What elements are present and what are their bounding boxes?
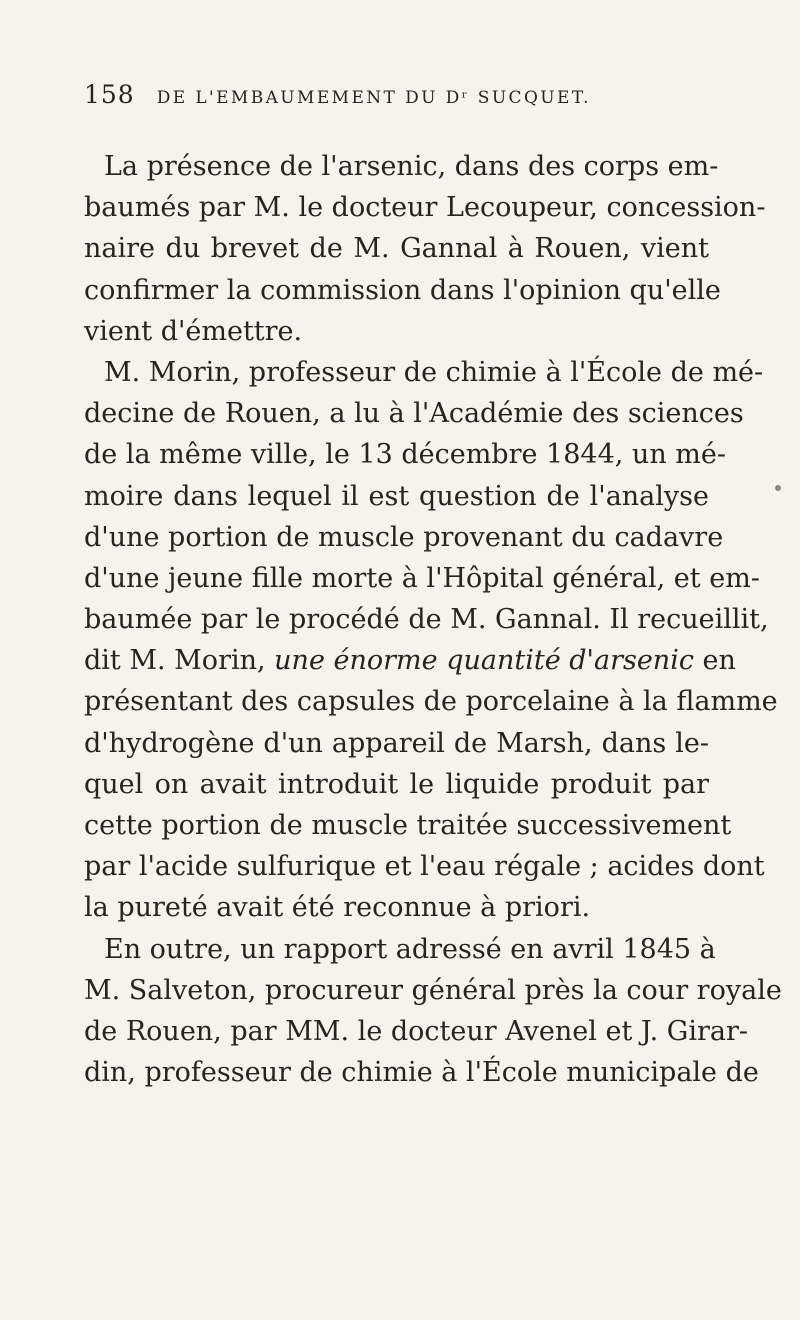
running-title: DE L'EMBAUMEMENT DU Dʳ SUCQUET. [156, 88, 591, 108]
text-line: d'une jeune fille morte à l'Hôpital général, et em- [84, 562, 760, 594]
body-text [84, 146, 782, 1093]
text-line: par l'acide sulfurique et l'eau régale ; acides dont [84, 851, 765, 883]
text-line: de Rouen, par MM. le docteur Avenel et J. Girar- [84, 1015, 749, 1047]
text-line: baumée par le procédé de M. Gannal. Il recueillit, [84, 604, 769, 636]
text-line: din, professeur de chimie à l'École municipale de [84, 1057, 759, 1089]
running-head [84, 80, 744, 109]
text-line: La présence de l'arsenic, dans des corps em- [104, 151, 719, 182]
text-line: cette portion de muscle traitée successivement [84, 810, 732, 841]
text-line: d'hydrogène d'un appareil de Marsh, dans le- [84, 727, 709, 759]
text-line: naire du brevet de M. Gannal à Rouen, vient [84, 233, 709, 265]
text-line: de la même ville, le 13 décembre 1844, un mé- [84, 439, 727, 471]
text-line: M. Morin, professeur de chimie à l'École de mé- [104, 356, 764, 388]
text-line: decine de Rouen, a lu à l'Académie des sciences [84, 398, 744, 430]
page-number: 158 [84, 80, 135, 109]
text-line: la pureté avait été reconnue à priori. [84, 892, 591, 924]
text-line: baumés par M. le docteur Lecoupeur, concession- [84, 192, 766, 224]
text-line: présentant des capsules de porcelaine à la flamme [84, 686, 778, 718]
text-run: dit M. Morin, [84, 645, 266, 677]
text-line: d'une portion de muscle provenant du cadavre [84, 521, 724, 553]
text-line: confirmer la commission dans l'opinion qu'elle [84, 274, 721, 306]
text-run: en [702, 645, 736, 677]
italic-phrase: une énorme quantité d'arsenic [274, 645, 694, 677]
text-line: quel on avait introduit le liquide produit par [84, 768, 709, 800]
margin-speck [775, 485, 781, 491]
text-line: vient d'émettre. [84, 315, 303, 347]
text-line: M. Salveton, procureur général près la cour royale [84, 974, 782, 1006]
text-line-with-emphasis [84, 640, 736, 681]
text-line: En outre, un rapport adressé en avril 1845 à [104, 933, 716, 965]
text-line: moire dans lequel il est question de l'analyse [84, 480, 709, 512]
